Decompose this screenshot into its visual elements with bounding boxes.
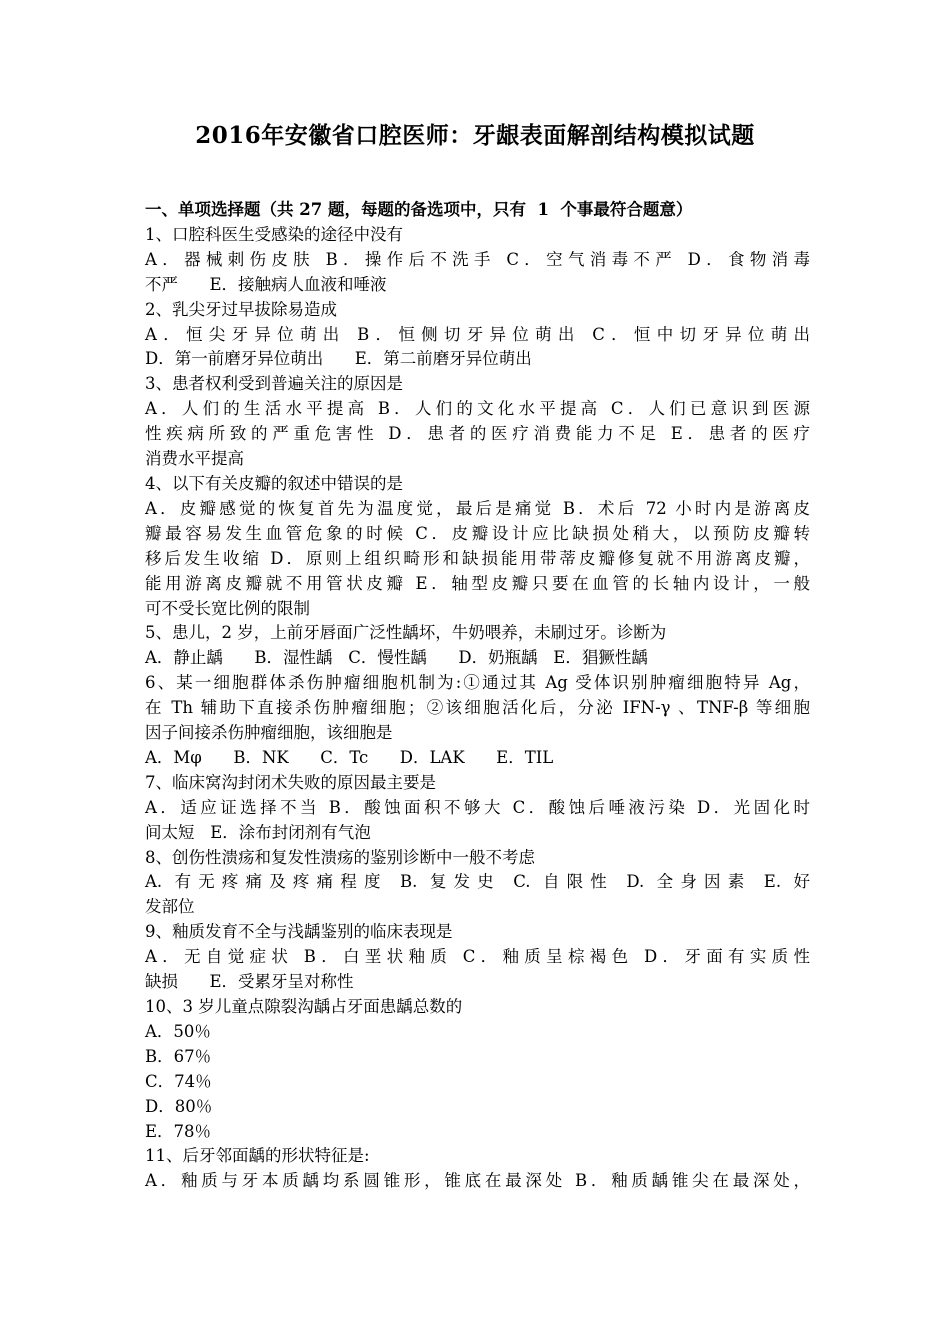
text-line: 4、以下有关皮瓣的叙述中错误的是: [145, 473, 403, 493]
text-line: 消费水平提高: [145, 449, 244, 469]
text-line: A．恒尖牙异位萌出 B．恒侧切牙异位萌出 C．恒中切牙异位萌出: [145, 324, 810, 344]
text-line: A．人们的生活水平提高 B．人们的文化水平提高 C．人们已意识到医源: [145, 399, 810, 419]
text-line: A．Mφ B．NK C．Tc D．LAK E．TIL: [145, 747, 554, 767]
text-line: 5、患儿，2 岁，上前牙唇面广泛性龋坏，牛奶喂养，未刷过牙。诊断为: [145, 623, 667, 643]
section-heading: 一、单项选择题（共 27 题，每题的备选项中，只有 1 个事最符合题意）: [145, 200, 693, 219]
text-line: C．74％: [145, 1071, 212, 1091]
text-line: D．80％: [145, 1096, 213, 1116]
text-line: 1、口腔科医生受感染的途径中没有: [145, 224, 403, 244]
document-title: 2016年安徽省口腔医师：牙龈表面解剖结构模拟试题: [195, 122, 755, 149]
text-line: 移后发生收缩 D．原则上组织畸形和缺损能用带蒂皮瓣修复就不用游离皮瓣，: [145, 548, 810, 568]
text-line: A. 有无疼痛及疼痛程度 B. 复发史 C. 自限性 D. 全身因素 E. 好: [145, 872, 810, 892]
text-line: 11、后牙邻面龋的形状特征是:: [145, 1146, 370, 1166]
text-line: 不严 E．接触病人血液和唾液: [145, 274, 387, 294]
text-line: 3、患者权利受到普遍关注的原因是: [145, 374, 403, 394]
text-line: 10、3 岁儿童点隙裂沟龋占牙面患龋总数的: [145, 997, 463, 1016]
text-line: A．无自觉症状 B．白垩状釉质 C．釉质呈棕褐色 D．牙面有实质性: [145, 947, 810, 967]
text-line: E．78％: [145, 1121, 212, 1141]
text-line: 2、乳尖牙过早拔除易造成: [145, 299, 337, 319]
text-line: 9、釉质发育不全与浅龋鉴别的临床表现是: [145, 922, 453, 942]
text-line: A．器械刺伤皮肤 B．操作后不洗手 C．空气消毒不严 D．食物消毒: [145, 249, 810, 269]
text-line: A．适应证选择不当 B．酸蚀面积不够大 C．酸蚀后唾液污染 D．光固化时: [145, 797, 810, 817]
text-line: 可不受长宽比例的限制: [145, 598, 310, 618]
text-line: A．50％: [145, 1021, 211, 1041]
text-line: 缺损 E．受累牙呈对称性: [145, 972, 354, 992]
text-line: 6、某一细胞群体杀伤肿瘤细胞机制为:①通过其 Ag 受体识别肿瘤细胞特异 Ag，: [145, 673, 810, 693]
text-line: B．67％: [145, 1046, 212, 1066]
text-line: 能用游离皮瓣就不用管状皮瓣 E．轴型皮瓣只要在血管的长轴内设计，一般: [145, 573, 810, 593]
text-line: 发部位: [145, 897, 195, 917]
text-line: A．皮瓣感觉的恢复首先为温度觉，最后是痛觉 B．术后 72 小时内是游离皮: [145, 498, 810, 518]
text-line: 因子间接杀伤肿瘤细胞，该细胞是: [145, 723, 393, 743]
text-line: A．釉质与牙本质龋均系圆锥形，锥底在最深处 B．釉质龋锥尖在最深处，: [145, 1171, 810, 1191]
text-line: 在 Th 辅助下直接杀伤肿瘤细胞；②该细胞活化后，分泌 IFN-γ 、TNF-β 等细胞: [145, 698, 810, 718]
text-line: 瓣最容易发生血管危象的时候 C．皮瓣设计应比缺损处稍大，以预防皮瓣转: [145, 523, 810, 543]
text-line: 7、临床窝沟封闭术失败的原因最主要是: [145, 772, 436, 792]
text-line: 间太短 E．涂布封闭剂有气泡: [145, 822, 371, 842]
text-line: 性疾病所致的严重危害性 D．患者的医疗消费能力不足 E．患者的医疗: [145, 424, 810, 444]
text-line: D．第一前磨牙异位萌出 E．第二前磨牙异位萌出: [145, 349, 532, 369]
text-line: 8、创伤性溃疡和复发性溃疡的鉴别诊断中一般不考虑: [145, 847, 535, 867]
text-line: A．静止龋 B．湿性龋 C．慢性龋 D．奶瓶龋 E．猖獗性龋: [145, 648, 648, 668]
question-list: [145, 198, 810, 1194]
